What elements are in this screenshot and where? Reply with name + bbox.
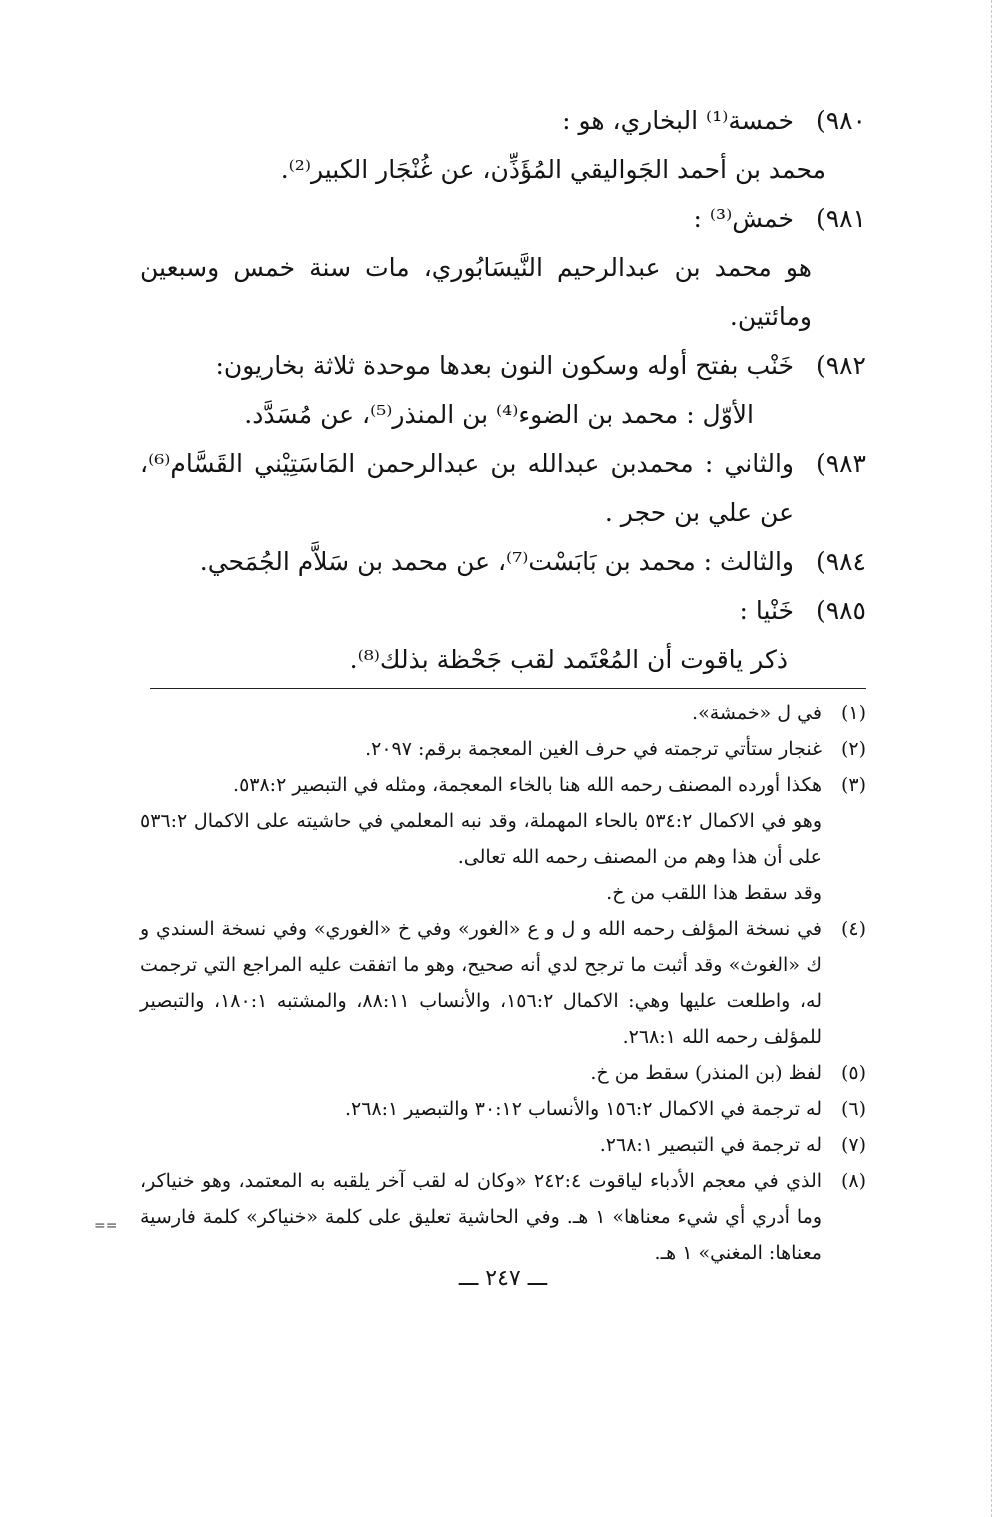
entry-984 — [140, 537, 866, 586]
footnote-text: في ل «خمشة». — [692, 702, 822, 724]
footnote-text: هكذا أورده المصنف رحمه الله هنا بالخاء المعجمة، ومثله في التبصير ٥٣٨:٢. — [233, 774, 822, 796]
footnote-number: (٣) — [840, 774, 866, 796]
entry-number: ٩٨٠) — [815, 106, 866, 135]
entry-number: ٩٨٥) — [815, 596, 866, 625]
entry-head: والثالث : محمد بن بَابَسْت⁽⁷⁾، عن محمد بن سَلاَّم الجُمَحي. — [199, 547, 794, 576]
page-content — [140, 96, 866, 1271]
margin-mark: == — [94, 1218, 118, 1234]
footnote-number: (٧) — [840, 1134, 866, 1156]
entry-head: خَنْب بفتح أوله وسكون النون بعدها موحدة ثلاثة بخاريون: — [215, 351, 794, 380]
footnote-8 — [140, 1163, 866, 1271]
footnote-text: لفظ (بن المنذر) سقط من خ. — [590, 1062, 822, 1084]
footnote-text: له ترجمة في التبصير ٢٦٨:١. — [599, 1134, 822, 1156]
footnote-1 — [140, 695, 866, 731]
entry-head: خمش⁽³⁾ : — [693, 204, 794, 233]
footnote-number: (٢) — [840, 738, 866, 760]
footnote-number: (١) — [840, 702, 866, 724]
footnote-text: في نسخة المؤلف رحمه الله و ل و ع «الغور» وفي خ «الغوري» وفي نسخة السندي و ك «الغوث» وقد أثبت ما ترجح لدي أنه صحيح، وهو ما اتفقت عليه المراجع التي ترجمت له، واطلعت عليها وهي: الاكمال ١٥٦:٢، والأنساب ٨٨:١١، والمشتبه ١٨٠:١، والتبصير للمؤلف رحمه الله ٢٦٨:١. — [140, 918, 822, 1048]
footnotes — [140, 695, 866, 1271]
entry-head: خمسة⁽¹⁾ البخاري، هو : — [562, 106, 794, 135]
footnote-number: (٥) — [840, 1062, 866, 1084]
page-number: ـــ ٢٤٧ ـــ — [458, 1266, 548, 1291]
entry-head: خَنْيا : — [739, 596, 794, 625]
footnote-number: (٤) — [840, 918, 866, 940]
entry-number: ٩٨١) — [815, 204, 866, 233]
footnote-4 — [140, 911, 866, 1055]
footnote-7 — [140, 1127, 866, 1163]
entry-985 — [140, 586, 866, 635]
footnote-text: وقد سقط هذا اللقب من خ. — [606, 882, 822, 904]
entry-line: هو محمد بن عبدالرحيم النَّيسَابُوري، مات سنة خمس وسبعين ومائتين. — [140, 253, 812, 331]
footnote-text: غنجار ستأتي ترجمته في حرف الغين المعجمة برقم: ٢٠٩٧. — [365, 738, 822, 760]
entry-number: ٩٨٤) — [815, 547, 866, 576]
footnote-2 — [140, 731, 866, 767]
entry-981 — [140, 194, 866, 243]
entry-982 — [140, 341, 866, 390]
footnote-6 — [140, 1091, 866, 1127]
footnote-text: له ترجمة في الاكمال ١٥٦:٢ والأنساب ٣٠:١٢ والتبصير ٢٦٨:١. — [344, 1098, 822, 1120]
entry-head: والثاني : محمدبن عبدالله بن عبدالرحمن المَاسَتِيْني القَسَّام⁽⁶⁾، عن علي بن حجر . — [140, 449, 794, 527]
entry-980 — [140, 96, 866, 145]
entry-number: ٩٨٣) — [815, 449, 866, 478]
entry-983 — [140, 439, 866, 537]
footnote-text: وهو في الاكمال ٥٣٤:٢ بالحاء المهملة، وقد نبه المعلمي في حاشيته على الاكمال ٥٣٦:٢ على أن هذا وهم من المصنف رحمه الله تعالى. — [140, 810, 822, 868]
footnote-number: (٨) — [840, 1170, 866, 1192]
footnote-5 — [140, 1055, 866, 1091]
entry-line: ذكر ياقوت أن المُعْتَمد لقب جَحْظة بذلك⁽⁸⁾. — [349, 645, 788, 674]
entry-number: ٩٨٢) — [815, 351, 866, 380]
footnote-rule — [150, 688, 866, 689]
entry-line: الأوّل : محمد بن الضوء⁽⁴⁾ بن المنذر⁽⁵⁾، عن مُسَدَّد. — [244, 400, 754, 429]
footnote-number: (٦) — [840, 1098, 866, 1120]
footnote-3 — [140, 767, 866, 911]
footnote-text: الذي في معجم الأدباء لياقوت ٢٤٢:٤ «وكان له لقب آخر يلقبه به المعتمد، وهو خنياكر، وما أدري أي شيء معناها» ١ هـ. وفي الحاشية تعليق على كلمة «خنياكر» كلمة فارسية معناها: المغني» ١ هـ. — [140, 1170, 823, 1264]
entry-line: محمد بن أحمد الجَواليقي المُؤَذِّن، عن غُنْجَار الكبير⁽²⁾. — [280, 155, 826, 184]
